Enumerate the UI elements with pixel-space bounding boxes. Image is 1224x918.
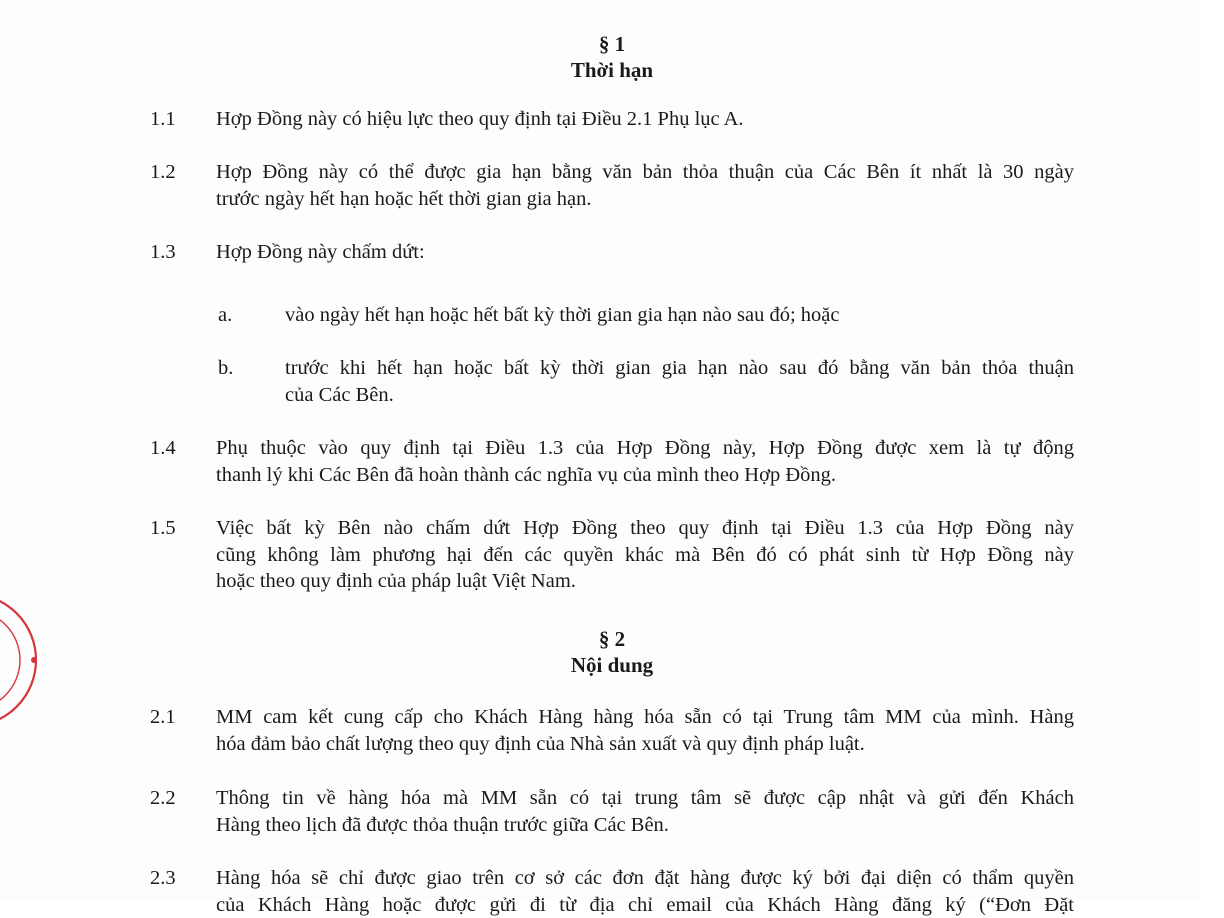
sub-item-letter: a. [218, 302, 232, 329]
clause-number: 1.3 [150, 239, 176, 266]
sub-item-line: trước khi hết hạn hoặc bất kỳ thời gian gia hạn nào sau đó bằng văn bản thỏa thuận [285, 355, 1074, 382]
stamp-star [31, 657, 37, 663]
clause-text [216, 785, 1074, 838]
clause-line: Phụ thuộc vào quy định tại Điều 1.3 của Hợp Đồng này, Hợp Đồng được xem là tự động [216, 435, 1074, 462]
section-1-heading [0, 31, 1224, 83]
clause-number: 1.2 [150, 159, 176, 186]
clause-line: Thông tin về hàng hóa mà MM sẵn có tại trung tâm sẽ được cập nhật và gửi đến Khách [216, 785, 1074, 812]
clause-line: cũng không làm phương hại đến các quyền khác mà Bên đó có phát sinh từ Hợp Đồng này [216, 542, 1074, 569]
sub-item-text [285, 302, 1074, 329]
clause-number: 1.5 [150, 515, 176, 542]
section-2-symbol: § 2 [0, 626, 1224, 652]
clause-line: thanh lý khi Các Bên đã hoàn thành các nghĩa vụ của mình theo Hợp Đồng. [216, 462, 1074, 489]
section-2-title: Nội dung [0, 652, 1224, 678]
clause-text [216, 515, 1074, 595]
section-1-title: Thời hạn [0, 57, 1224, 83]
clause-text [216, 865, 1074, 918]
clause-line: hóa đảm bảo chất lượng theo quy định của Nhà sản xuất và quy định pháp luật. [216, 731, 1074, 758]
clause-line: Hợp Đồng này chấm dứt: [216, 239, 1074, 266]
sub-item-text [285, 355, 1074, 408]
sub-item-letter: b. [218, 355, 233, 382]
clause-number: 2.1 [150, 704, 176, 731]
clause-line: Hàng theo lịch đã được thỏa thuận trước giữa Các Bên. [216, 812, 1074, 839]
stamp-outer-ring [0, 594, 36, 726]
clause-line: Hợp Đồng này có hiệu lực theo quy định tại Điều 2.1 Phụ lục A. [216, 106, 1074, 133]
section-1-symbol: § 1 [0, 31, 1224, 57]
clause-line: Hàng hóa sẽ chỉ được giao trên cơ sở các đơn đặt hàng được ký bởi đại diện có thẩm quyền [216, 865, 1074, 892]
clause-number: 1.4 [150, 435, 176, 462]
clause-line: trước ngày hết hạn hoặc hết thời gian gia hạn. [216, 186, 1074, 213]
clause-line: MM cam kết cung cấp cho Khách Hàng hàng hóa sẵn có tại Trung tâm MM của mình. Hàng [216, 704, 1074, 731]
red-stamp [0, 580, 40, 740]
clause-text [216, 239, 1074, 266]
sub-item-line: của Các Bên. [285, 382, 1074, 409]
clause-number: 2.3 [150, 865, 176, 892]
clause-line: Việc bất kỳ Bên nào chấm dứt Hợp Đồng theo quy định tại Điều 1.3 của Hợp Đồng này [216, 515, 1074, 542]
clause-number: 1.1 [150, 106, 176, 133]
clause-text [216, 704, 1074, 757]
clause-text [216, 435, 1074, 488]
stamp-inner-ring [0, 610, 20, 710]
clause-line: hoặc theo quy định của pháp luật Việt Nam. [216, 568, 1074, 595]
clause-text [216, 106, 1074, 133]
section-2-heading [0, 626, 1224, 678]
sub-item-line: vào ngày hết hạn hoặc hết bất kỳ thời gian gia hạn nào sau đó; hoặc [285, 302, 1074, 329]
clause-number: 2.2 [150, 785, 176, 812]
clause-line: của Khách Hàng hoặc được gửi đi từ địa chỉ email của Khách Hàng đăng ký (“Đơn Đặt [216, 892, 1074, 918]
clause-line: Hợp Đồng này có thể được gia hạn bằng văn bản thỏa thuận của Các Bên ít nhất là 30 ngày [216, 159, 1074, 186]
clause-text [216, 159, 1074, 212]
